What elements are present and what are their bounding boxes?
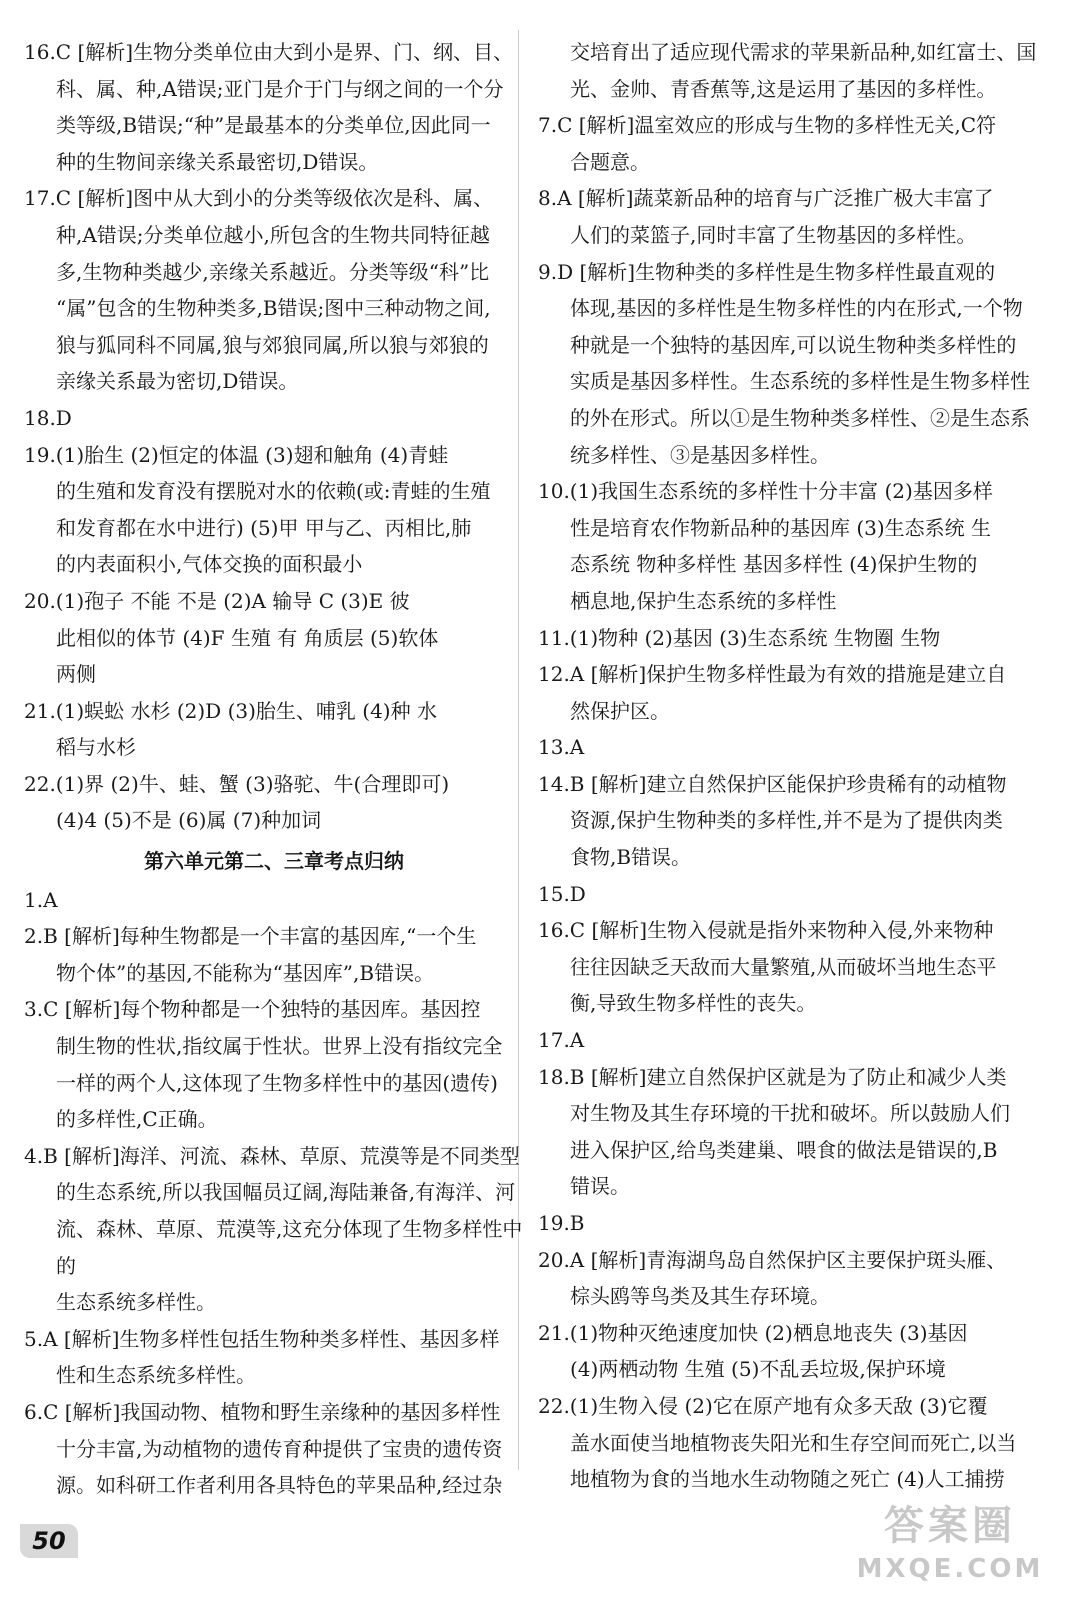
answer-line: 一样的两个人,这体现了生物多样性中的基因(遗传) (56, 1070, 498, 1095)
answer-line: 22.(1)界 (2)牛、蛙、蟹 (3)骆驼、牛(合理即可) (24, 771, 450, 796)
answer-line: 对生物及其生存环境的干扰和破坏。所以鼓励人们 (570, 1101, 1010, 1126)
answer-line: 体现,基因的多样性是生物多样性的内在形式,一个物 (570, 296, 1023, 321)
answer-line: 16.C [解析]生物分类单位由大到小是界、门、纲、目、 (24, 40, 514, 64)
answer-line: 20.(1)孢子 不能 不是 (2)A 输导 C (3)E 彼 (24, 588, 410, 613)
answer-line: 实质是基因多样性。生态系统的多样性是生物多样性 (570, 369, 1030, 394)
answer-line: 4.B [解析]海洋、河流、森林、草原、荒漠等是不同类型 (24, 1143, 520, 1168)
answer-line: 6.C [解析]我国动物、植物和野生亲缘种的基因多样性 (24, 1399, 501, 1424)
answer-line: 十分丰富,为动植物的遗传育种提供了宝贵的遗传资 (56, 1436, 503, 1461)
answer-line: 10.(1)我国生态系统的多样性十分丰富 (2)基因多样 (538, 479, 993, 504)
answer-line: 和发育都在水中进行) (5)甲 甲与乙、丙相比,肺 (56, 515, 472, 540)
answer-line: 的多样性,C正确。 (56, 1107, 218, 1132)
answer-line: (4)4 (5)不是 (6)属 (7)种加词 (56, 808, 322, 833)
answer-line: 食物,B错误。 (570, 845, 692, 870)
answer-line: 然保护区。 (570, 698, 670, 723)
answer-line: 的生态系统,所以我国幅员辽阔,海陆兼备,有海洋、河 (56, 1180, 516, 1205)
answer-line: 错误。 (570, 1174, 630, 1199)
left-answers-block (24, 34, 524, 839)
answer-line: 1.A (24, 887, 58, 912)
answer-line: 18.D (24, 405, 72, 430)
answer-line: 源。如科研工作者利用各具特色的苹果品种,经过杂 (56, 1473, 503, 1498)
section-title: 第六单元第二、三章考点归纳 (144, 849, 404, 874)
answer-line: 的生殖和发育没有摆脱对水的依赖(或:青蛙的生殖 (56, 479, 491, 504)
answer-line: 19.(1)胎生 (2)恒定的体温 (3)翅和触角 (4)青蛙 (24, 442, 449, 467)
answer-line: 稻与水杉 (56, 735, 136, 760)
answer-line: 进入保护区,给鸟类建巢、喂食的做法是错误的,B (570, 1137, 998, 1162)
answer-line: 种,A错误;分类单位越小,所包含的生物共同特征越 (56, 222, 490, 247)
page-number: 50 (20, 1524, 78, 1558)
answer-line: 交培育出了适应现代需求的苹果新品种,如红富士、国 (570, 40, 1037, 64)
answer-line: 2.B [解析]每种生物都是一个丰富的基因库,“一个生 (24, 924, 477, 949)
answer-line: 多,生物种类越少,亲缘关系越近。分类等级“科”比 (56, 259, 490, 284)
answer-line: 衡,导致生物多样性的丧失。 (570, 991, 817, 1016)
answer-line: 19.B (538, 1211, 585, 1235)
answer-line: 5.A [解析]生物多样性包括生物种类多样性、基因多样 (24, 1326, 500, 1351)
answer-line: 两侧 (56, 662, 96, 687)
answer-line: 流、森林、草原、荒漠等,这充分体现了生物多样性中的 (56, 1217, 523, 1278)
answer-line: 13.A (538, 735, 585, 760)
answer-line: 7.C [解析]温室效应的形成与生物的多样性无关,C符 (538, 113, 997, 138)
answer-line: 20.A [解析]青海湖鸟岛自然保护区主要保护斑头雁、 (538, 1247, 1007, 1272)
answer-line: 9.D [解析]生物种类的多样性是生物多样性最直观的 (538, 259, 996, 284)
answer-line: 狼与狐同科不同属,狼与郊狼同属,所以狼与郊狼的 (56, 332, 489, 357)
answer-line: 态系统 物种多样性 基因多样性 (4)保护生物的 (570, 552, 978, 577)
answer-line: 往往因缺乏天敌而大量繁殖,从而破坏当地生态平 (570, 954, 997, 979)
watermark-line1: 答案圈 (884, 1503, 1016, 1549)
answer-line: 15.D (538, 881, 586, 906)
answer-line: 棕头鸥等鸟类及其生存环境。 (570, 1284, 830, 1309)
watermark-line2: MXQE.COM (856, 1554, 1044, 1584)
answer-line: 21.(1)蜈蚣 水杉 (2)D (3)胎生、哺乳 (4)种 水 (24, 698, 437, 723)
answer-line: 17.A (538, 1028, 585, 1053)
answer-line: 3.C [解析]每个物种都是一个独特的基因库。基因控 (24, 997, 481, 1022)
answer-line: 资源,保护生物种类的多样性,并不是为了提供肉类 (570, 808, 1003, 833)
answer-line: 亲缘关系最为密切,D错误。 (56, 369, 299, 394)
answer-line: (4)两栖动物 生殖 (5)不乱丢垃圾,保护环境 (570, 1357, 946, 1382)
answer-line: 盖水面使当地植物丧失阳光和生存空间而死亡,以当 (570, 1430, 1017, 1455)
left-column (24, 34, 524, 1504)
answer-line: 光、金帅、青香蕉等,这是运用了基因的多样性。 (570, 76, 997, 101)
answer-line: “属”包含的生物种类多,B错误;图中三种动物之间, (56, 296, 491, 321)
answer-line: 14.B [解析]建立自然保护区能保护珍贵稀有的动植物 (538, 771, 1007, 796)
answer-line: 11.(1)物种 (2)基因 (3)生态系统 生物圈 生物 (538, 625, 941, 650)
answer-line: 地植物为食的当地水生动物随之死亡 (4)人工捕捞 (570, 1467, 1005, 1492)
answer-line: 16.C [解析]生物入侵就是指外来物种入侵,外来物种 (538, 918, 994, 943)
answer-line: 性是培育农作物新品种的基因库 (3)生态系统 生 (570, 515, 992, 540)
answer-line: 17.C [解析]图中从大到小的分类等级依次是科、属、 (24, 186, 494, 211)
answer-line: 物个体”的基因,不能称为“基因库”,B错误。 (56, 960, 435, 985)
right-answers-block (538, 34, 1038, 1498)
answer-line: 合题意。 (570, 149, 650, 174)
right-column (538, 34, 1038, 1498)
answer-line: 性和生态系统多样性。 (56, 1363, 256, 1388)
answer-line: 18.B [解析]建立自然保护区就是为了防止和减少人类 (538, 1064, 1007, 1089)
answer-line: 统多样性、③是基因多样性。 (570, 442, 830, 467)
answer-line: 的外在形式。所以①是生物种类多样性、②是生态系 (570, 405, 1030, 430)
answer-line: 制生物的性状,指纹属于性状。世界上没有指纹完全 (56, 1034, 503, 1059)
watermark-logo (845, 1500, 1055, 1595)
answer-line: 生态系统多样性。 (56, 1290, 216, 1315)
left-answers-block-2 (24, 882, 524, 1504)
answer-line: 12.A [解析]保护生物多样性最为有效的措施是建立自 (538, 662, 1007, 687)
answer-line: 种就是一个独特的基因库,可以说生物种类多样性的 (570, 332, 1017, 357)
answer-line: 人们的菜篮子,同时丰富了生物基因的多样性。 (570, 222, 977, 247)
answer-line: 21.(1)物种灭绝速度加快 (2)栖息地丧失 (3)基因 (538, 1320, 968, 1345)
answer-line: 的内表面积小,气体交换的面积最小 (56, 552, 363, 577)
answer-line: 8.A [解析]蔬菜新品种的培育与广泛推广极大丰富了 (538, 186, 994, 211)
answer-line: 科、属、种,A错误;亚门是介于门与纲之间的一个分 (56, 76, 504, 101)
answer-line: 栖息地,保护生态系统的多样性 (570, 588, 837, 613)
answer-line: 22.(1)生物入侵 (2)它在原产地有众多天敌 (3)它覆 (538, 1393, 988, 1418)
answer-line: 此相似的体节 (4)F 生殖 有 角质层 (5)软体 (56, 625, 439, 650)
answer-line: 种的生物间亲缘关系最密切,D错误。 (56, 149, 379, 174)
answer-line: 类等级,B错误;“种”是最基本的分类单位,因此同一 (56, 113, 491, 138)
